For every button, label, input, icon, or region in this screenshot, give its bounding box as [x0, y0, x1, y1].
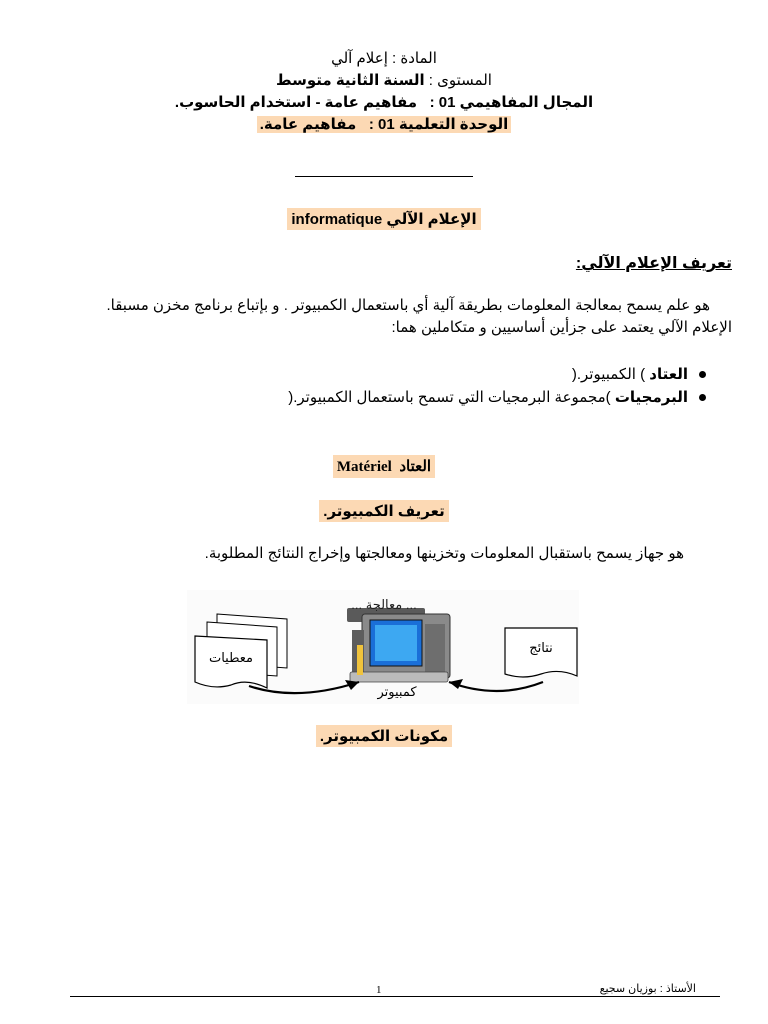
unit-value: مفاهيم عامة. — [259, 116, 357, 133]
list-item — [68, 386, 708, 409]
computer-diagram — [187, 590, 579, 704]
hardware-title — [333, 455, 435, 478]
diagram-processing-label: ... معالجة ... — [351, 597, 417, 612]
diagram-computer-label: كمبيوتر — [377, 684, 417, 699]
computer-def-heading: تعريف الكمبيوتر. — [319, 500, 448, 522]
list-item — [68, 363, 708, 386]
level-value: السنة الثانية متوسط — [276, 72, 425, 89]
definition-heading: تعريف الإعلام الآلي: — [575, 255, 732, 272]
diagram-outputs-label: نتائج — [529, 640, 553, 655]
main-title-row — [0, 208, 768, 230]
teacher-name: الأستاذ : بوزيان سجيع — [599, 983, 696, 995]
part-desc: )مجموعة البرمجيات التي تسمح باستعمال الكمبيوتر.( — [288, 389, 615, 406]
definition-line-2: الإعلام الآلي يعتمد على جزأين أساسيين و متكاملين هما: — [391, 319, 732, 336]
main-title-ar: الإعلام الآلي — [386, 211, 477, 228]
diagram-svg — [187, 590, 579, 704]
components-heading-row — [0, 725, 768, 747]
domain-line — [0, 92, 768, 114]
part-term: البرمجيات — [614, 389, 688, 406]
level-line — [0, 70, 768, 92]
computer-def-heading-row — [0, 500, 768, 522]
computer-icon — [347, 608, 450, 682]
document-header — [0, 48, 768, 136]
unit-line — [0, 114, 768, 136]
components-heading: مكونات الكمبيوتر. — [316, 725, 452, 747]
hardware-title-fr: Matériel — [336, 459, 392, 475]
parts-list — [68, 363, 708, 409]
level-prefix: المستوى : — [424, 72, 492, 89]
diagram-inputs-label: معطيات — [208, 650, 254, 665]
main-title — [287, 208, 480, 230]
hardware-title-row — [0, 455, 768, 478]
definition-paragraph — [32, 295, 732, 339]
computer-definition-text: هو جهاز يسمح باستقبال المعلومات وتخزينها ومعالجتها وإخراج النتائج المطلوبة. — [204, 545, 684, 562]
unit-label: الوحدة التعلمية 01 : — [368, 116, 509, 133]
definition-line-1: هو علم يسمح بمعالجة المعلومات بطريقة آلية أي باستعمال الكمبيوتر . و بإتباع برنامج مخزن مسبقا. — [106, 297, 710, 314]
domain-label: المجال المفاهيمي 01 : — [429, 94, 594, 111]
part-desc: ) الكمبيوتر.( — [571, 366, 650, 383]
domain-value: مفاهيم عامة - استخدام الحاسوب. — [174, 94, 418, 111]
main-title-fr: informatique — [291, 211, 383, 228]
hardware-title-ar: العتاد — [399, 459, 432, 475]
part-term: العتاد — [649, 366, 688, 383]
footer-divider — [70, 996, 720, 997]
subject-line: المادة : إعلام آلي — [331, 50, 437, 67]
unit-highlight — [257, 116, 512, 133]
page-number: 1 — [376, 984, 382, 996]
header-divider — [295, 176, 473, 177]
